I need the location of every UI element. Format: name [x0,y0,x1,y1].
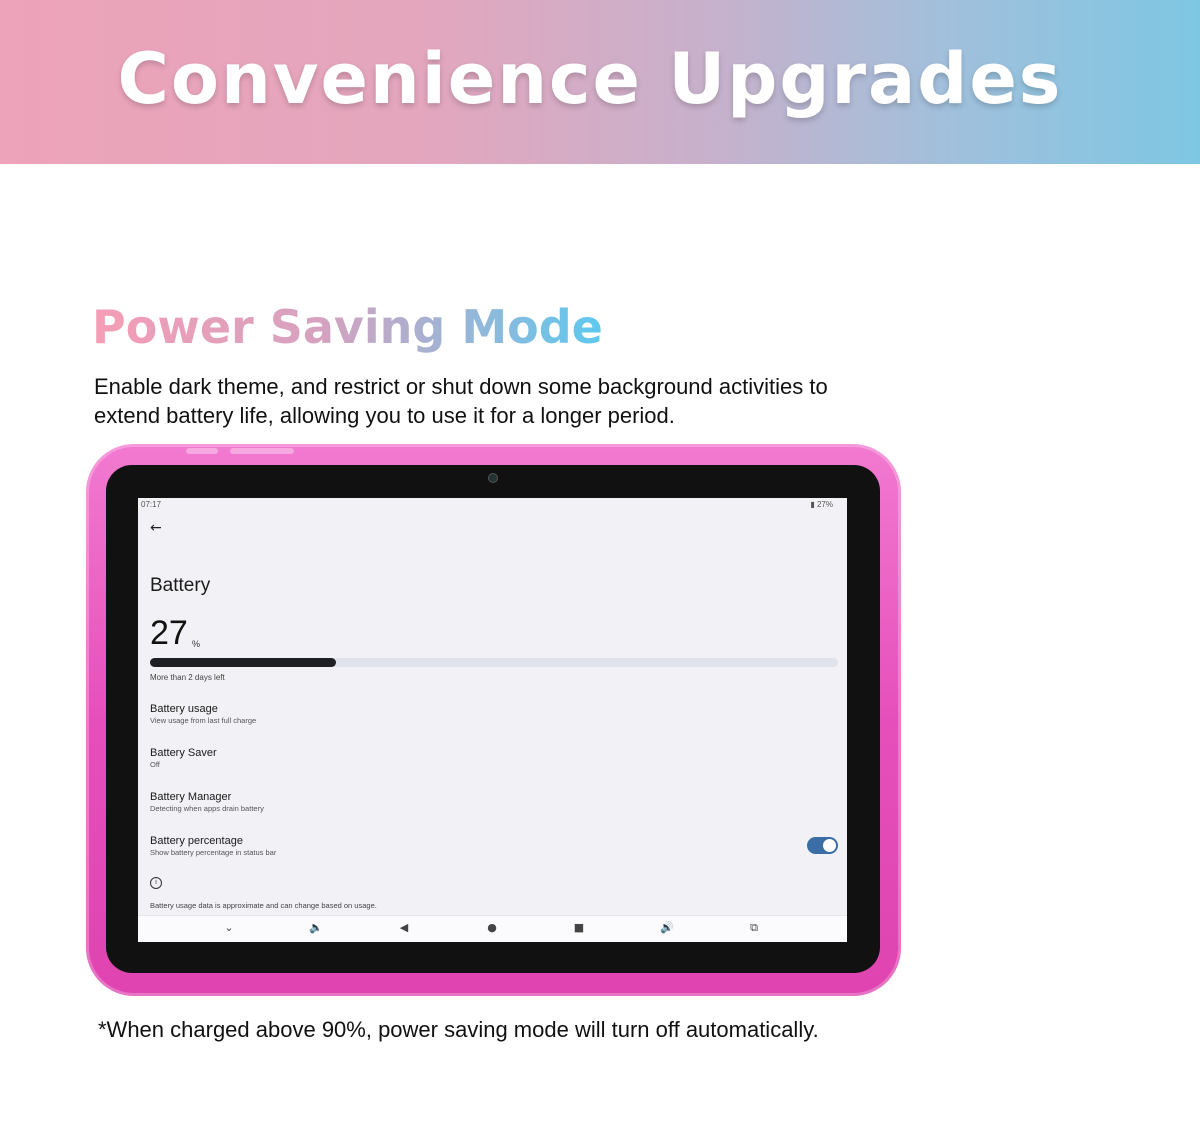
chevron-down-icon[interactable]: ⌄ [224,921,234,934]
setting-battery-usage[interactable] [150,702,710,726]
volume-up-icon[interactable]: 🔊 [660,921,674,934]
battery-level-fill [150,658,336,667]
header-banner [0,0,1200,164]
tablet-screen [138,498,847,942]
screenshot-icon[interactable]: ⧉ [750,921,758,934]
recents-square-icon[interactable]: ■ [573,921,585,934]
section-description: Enable dark theme, and restrict or shut down some background activities to extend battery life, allowing you to use it for a longer period. [94,374,828,428]
footnote: *When charged above 90%, power saving mode will turn off automatically. [98,1017,819,1042]
status-battery-label: 27% [816,500,833,509]
setting-subtitle: Off [150,760,160,769]
setting-battery-saver[interactable] [150,746,710,770]
setting-title: Battery Manager [150,791,232,803]
battery-percentage-toggle[interactable] [807,837,838,854]
setting-subtitle: Detecting when apps drain battery [150,804,264,813]
banner-title: Convenience Upgrades [117,38,1063,120]
info-icon: i [150,877,162,889]
tablet-volume-button [230,448,294,454]
status-time: 07:17 [141,500,162,509]
front-camera-icon [489,474,497,482]
arrow-left-icon[interactable]: ← [150,520,162,536]
setting-subtitle: View usage from last full charge [150,716,257,725]
setting-subtitle: Show battery percentage in status bar [150,848,277,857]
page-title: Battery [150,575,211,596]
setting-battery-manager[interactable] [150,790,710,814]
setting-title: Battery usage [150,703,218,715]
battery-level-value: 27 [150,614,188,652]
volume-down-icon[interactable]: 🔈 [309,921,323,934]
toggle-knob [823,839,836,852]
back-triangle-icon[interactable]: ◀ [399,921,409,934]
status-battery [810,500,833,509]
tablet-side-button [186,448,218,454]
navigation-bar [138,915,847,942]
setting-battery-percentage[interactable] [150,834,710,858]
battery-status-icon: ▮ [810,500,815,509]
home-circle-icon[interactable]: ● [487,921,497,934]
time-left-label: More than 2 days left [150,673,225,682]
setting-title: Battery Saver [150,747,217,759]
setting-title: Battery percentage [150,835,243,847]
battery-level-unit: % [192,639,201,649]
section-title: Power Saving Mode [92,300,603,354]
usage-disclaimer: Battery usage data is approximate and can change based on usage. [150,901,377,910]
battery-level-bar [150,658,838,667]
